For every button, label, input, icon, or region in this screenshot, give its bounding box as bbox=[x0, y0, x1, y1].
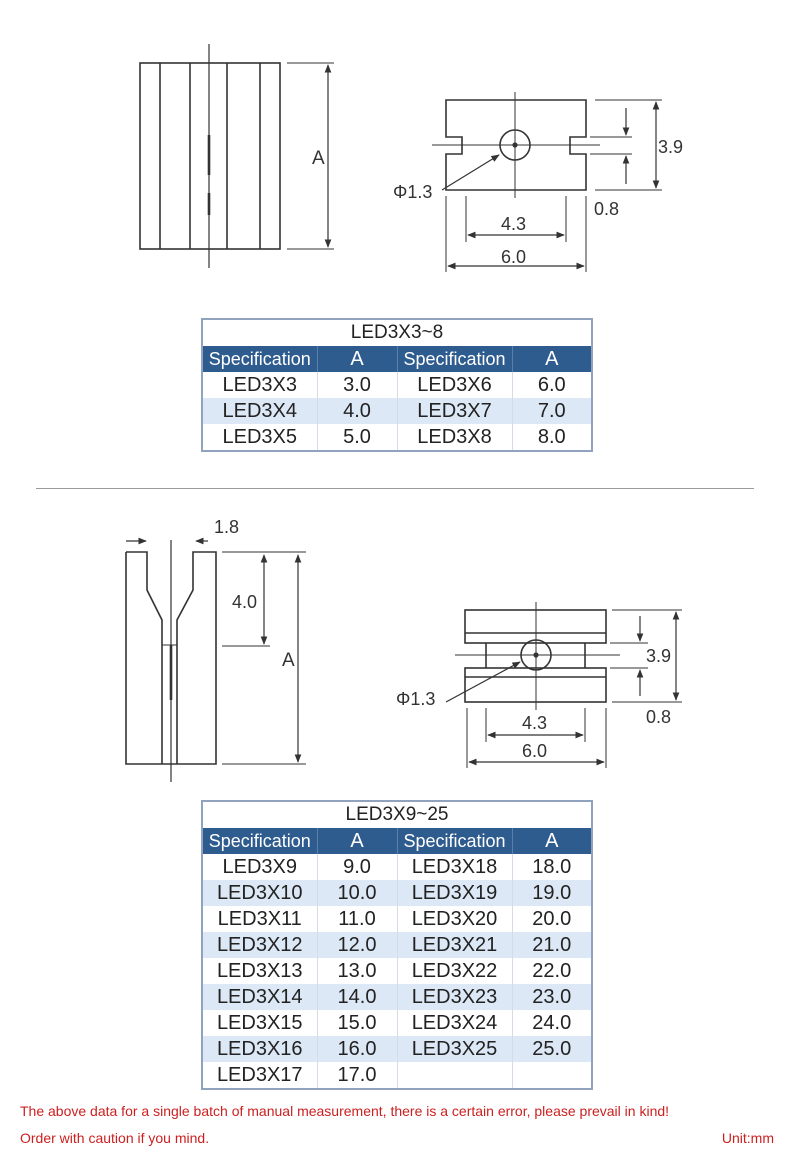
table-row bbox=[202, 880, 592, 906]
value-cell: 13.0 bbox=[317, 958, 397, 984]
value-cell: 18.0 bbox=[532, 855, 572, 878]
value-cell: 15.0 bbox=[317, 1010, 397, 1036]
front-view-2 bbox=[446, 602, 682, 768]
spec-cell: LED3X24 bbox=[397, 1010, 512, 1036]
spec-cell: LED3X19 bbox=[397, 880, 512, 906]
spec-cell: LED3X4 bbox=[202, 398, 317, 424]
table-row bbox=[202, 1062, 592, 1089]
value-cell: 17.0 bbox=[317, 1062, 397, 1089]
caution-note: Order with caution if you mind. bbox=[20, 1130, 210, 1146]
value-cell: 16.0 bbox=[317, 1036, 397, 1062]
table-row bbox=[202, 932, 592, 958]
front-view-1 bbox=[432, 92, 662, 272]
value-cell: 10.0 bbox=[317, 880, 397, 906]
value-cell: 11.0 bbox=[317, 906, 397, 932]
spec-cell: LED3X10 bbox=[202, 880, 317, 906]
table-row bbox=[202, 424, 592, 451]
spec-cell: LED3X23 bbox=[397, 984, 512, 1010]
value-cell: 6.0 bbox=[537, 373, 566, 396]
dim-outer-width: 6.0 bbox=[501, 247, 527, 267]
table-title: LED3X3~8 bbox=[202, 319, 592, 346]
table-row bbox=[202, 1036, 592, 1062]
value-cell: 12.0 bbox=[317, 932, 397, 958]
side-view-2 bbox=[126, 540, 306, 782]
spec-cell: LED3X12 bbox=[202, 932, 317, 958]
unit-label: Unit:mm bbox=[721, 1130, 774, 1146]
spec-cell: LED3X9 bbox=[202, 854, 317, 880]
dim-inner-width: 4.3 bbox=[501, 214, 527, 234]
column-header-a: A bbox=[317, 828, 397, 854]
value-cell: 3.0 bbox=[317, 372, 397, 398]
dim-slot: 0.8 bbox=[594, 199, 620, 219]
value-cell: 21.0 bbox=[512, 932, 592, 958]
spec-cell: LED3X18 bbox=[397, 854, 512, 880]
column-header-a: A bbox=[512, 346, 592, 372]
table-row bbox=[202, 984, 592, 1010]
value-cell: 9.0 bbox=[317, 854, 397, 880]
dim-label-a: A bbox=[312, 148, 325, 169]
value-cell: 23.0 bbox=[512, 984, 592, 1010]
value-cell: 4.0 bbox=[317, 398, 397, 424]
dim-height: 3.9 bbox=[658, 137, 684, 157]
table-row bbox=[202, 906, 592, 932]
dim-inner-width-2: 4.3 bbox=[522, 713, 548, 733]
spec-cell bbox=[397, 1062, 512, 1089]
dim-label-a-2: A bbox=[282, 650, 295, 671]
column-header-spec: Specification bbox=[202, 828, 317, 854]
value-cell: 22.0 bbox=[532, 959, 572, 982]
column-header-spec: Specification bbox=[397, 346, 512, 372]
dim-top-gap: 1.8 bbox=[214, 517, 240, 537]
value-cell: 8.0 bbox=[537, 425, 566, 448]
spec-table-led3x3-8 bbox=[201, 318, 593, 452]
value-cell: 7.0 bbox=[512, 398, 592, 424]
spec-cell: LED3X7 bbox=[397, 398, 512, 424]
dim-depth: 4.0 bbox=[232, 592, 258, 612]
value-cell bbox=[512, 1062, 592, 1089]
value-cell: 24.0 bbox=[532, 1011, 572, 1034]
value-cell: 25.0 bbox=[512, 1036, 592, 1062]
table-row bbox=[202, 372, 592, 398]
dim-hole-diameter-2: Φ1.3 bbox=[396, 689, 436, 709]
spec-cell: LED3X20 bbox=[397, 906, 512, 932]
table-row bbox=[202, 958, 592, 984]
side-view-1 bbox=[140, 44, 334, 268]
spec-cell: LED3X16 bbox=[202, 1036, 317, 1062]
spec-cell: LED3X17 bbox=[202, 1062, 317, 1089]
table-row bbox=[202, 398, 592, 424]
table-row bbox=[202, 1010, 592, 1036]
dim-slot-2: 0.8 bbox=[646, 707, 672, 727]
value-cell: 14.0 bbox=[317, 984, 397, 1010]
section-divider bbox=[36, 488, 754, 489]
column-header-spec: Specification bbox=[202, 346, 317, 372]
dim-outer-width-2: 6.0 bbox=[522, 741, 548, 761]
value-cell: 5.0 bbox=[317, 424, 397, 451]
spec-cell: LED3X3 bbox=[202, 372, 317, 398]
spec-table-led3x9-25 bbox=[201, 800, 593, 1090]
spec-cell: LED3X13 bbox=[202, 958, 317, 984]
value-cell: 20.0 bbox=[532, 907, 572, 930]
spec-cell: LED3X15 bbox=[202, 1010, 317, 1036]
value-cell: 19.0 bbox=[512, 880, 592, 906]
spec-cell: LED3X21 bbox=[397, 932, 512, 958]
table-row bbox=[202, 854, 592, 880]
disclaimer-note: The above data for a single batch of manual measurement, there is a certain error, please prevail in kind! bbox=[20, 1103, 670, 1119]
spec-cell: LED3X5 bbox=[202, 424, 317, 451]
spec-cell: LED3X14 bbox=[202, 984, 317, 1010]
spec-cell: LED3X11 bbox=[202, 906, 317, 932]
table-title: LED3X9~25 bbox=[202, 801, 592, 828]
spec-cell: LED3X22 bbox=[397, 958, 512, 984]
column-header-a: A bbox=[512, 828, 592, 854]
dim-height-2: 3.9 bbox=[646, 646, 672, 666]
spec-cell: LED3X8 bbox=[397, 424, 512, 451]
column-header-a: A bbox=[317, 346, 397, 372]
spec-cell: LED3X25 bbox=[397, 1036, 512, 1062]
spec-cell: LED3X6 bbox=[397, 372, 512, 398]
dim-hole-diameter: Φ1.3 bbox=[393, 182, 433, 202]
column-header-spec: Specification bbox=[397, 828, 512, 854]
